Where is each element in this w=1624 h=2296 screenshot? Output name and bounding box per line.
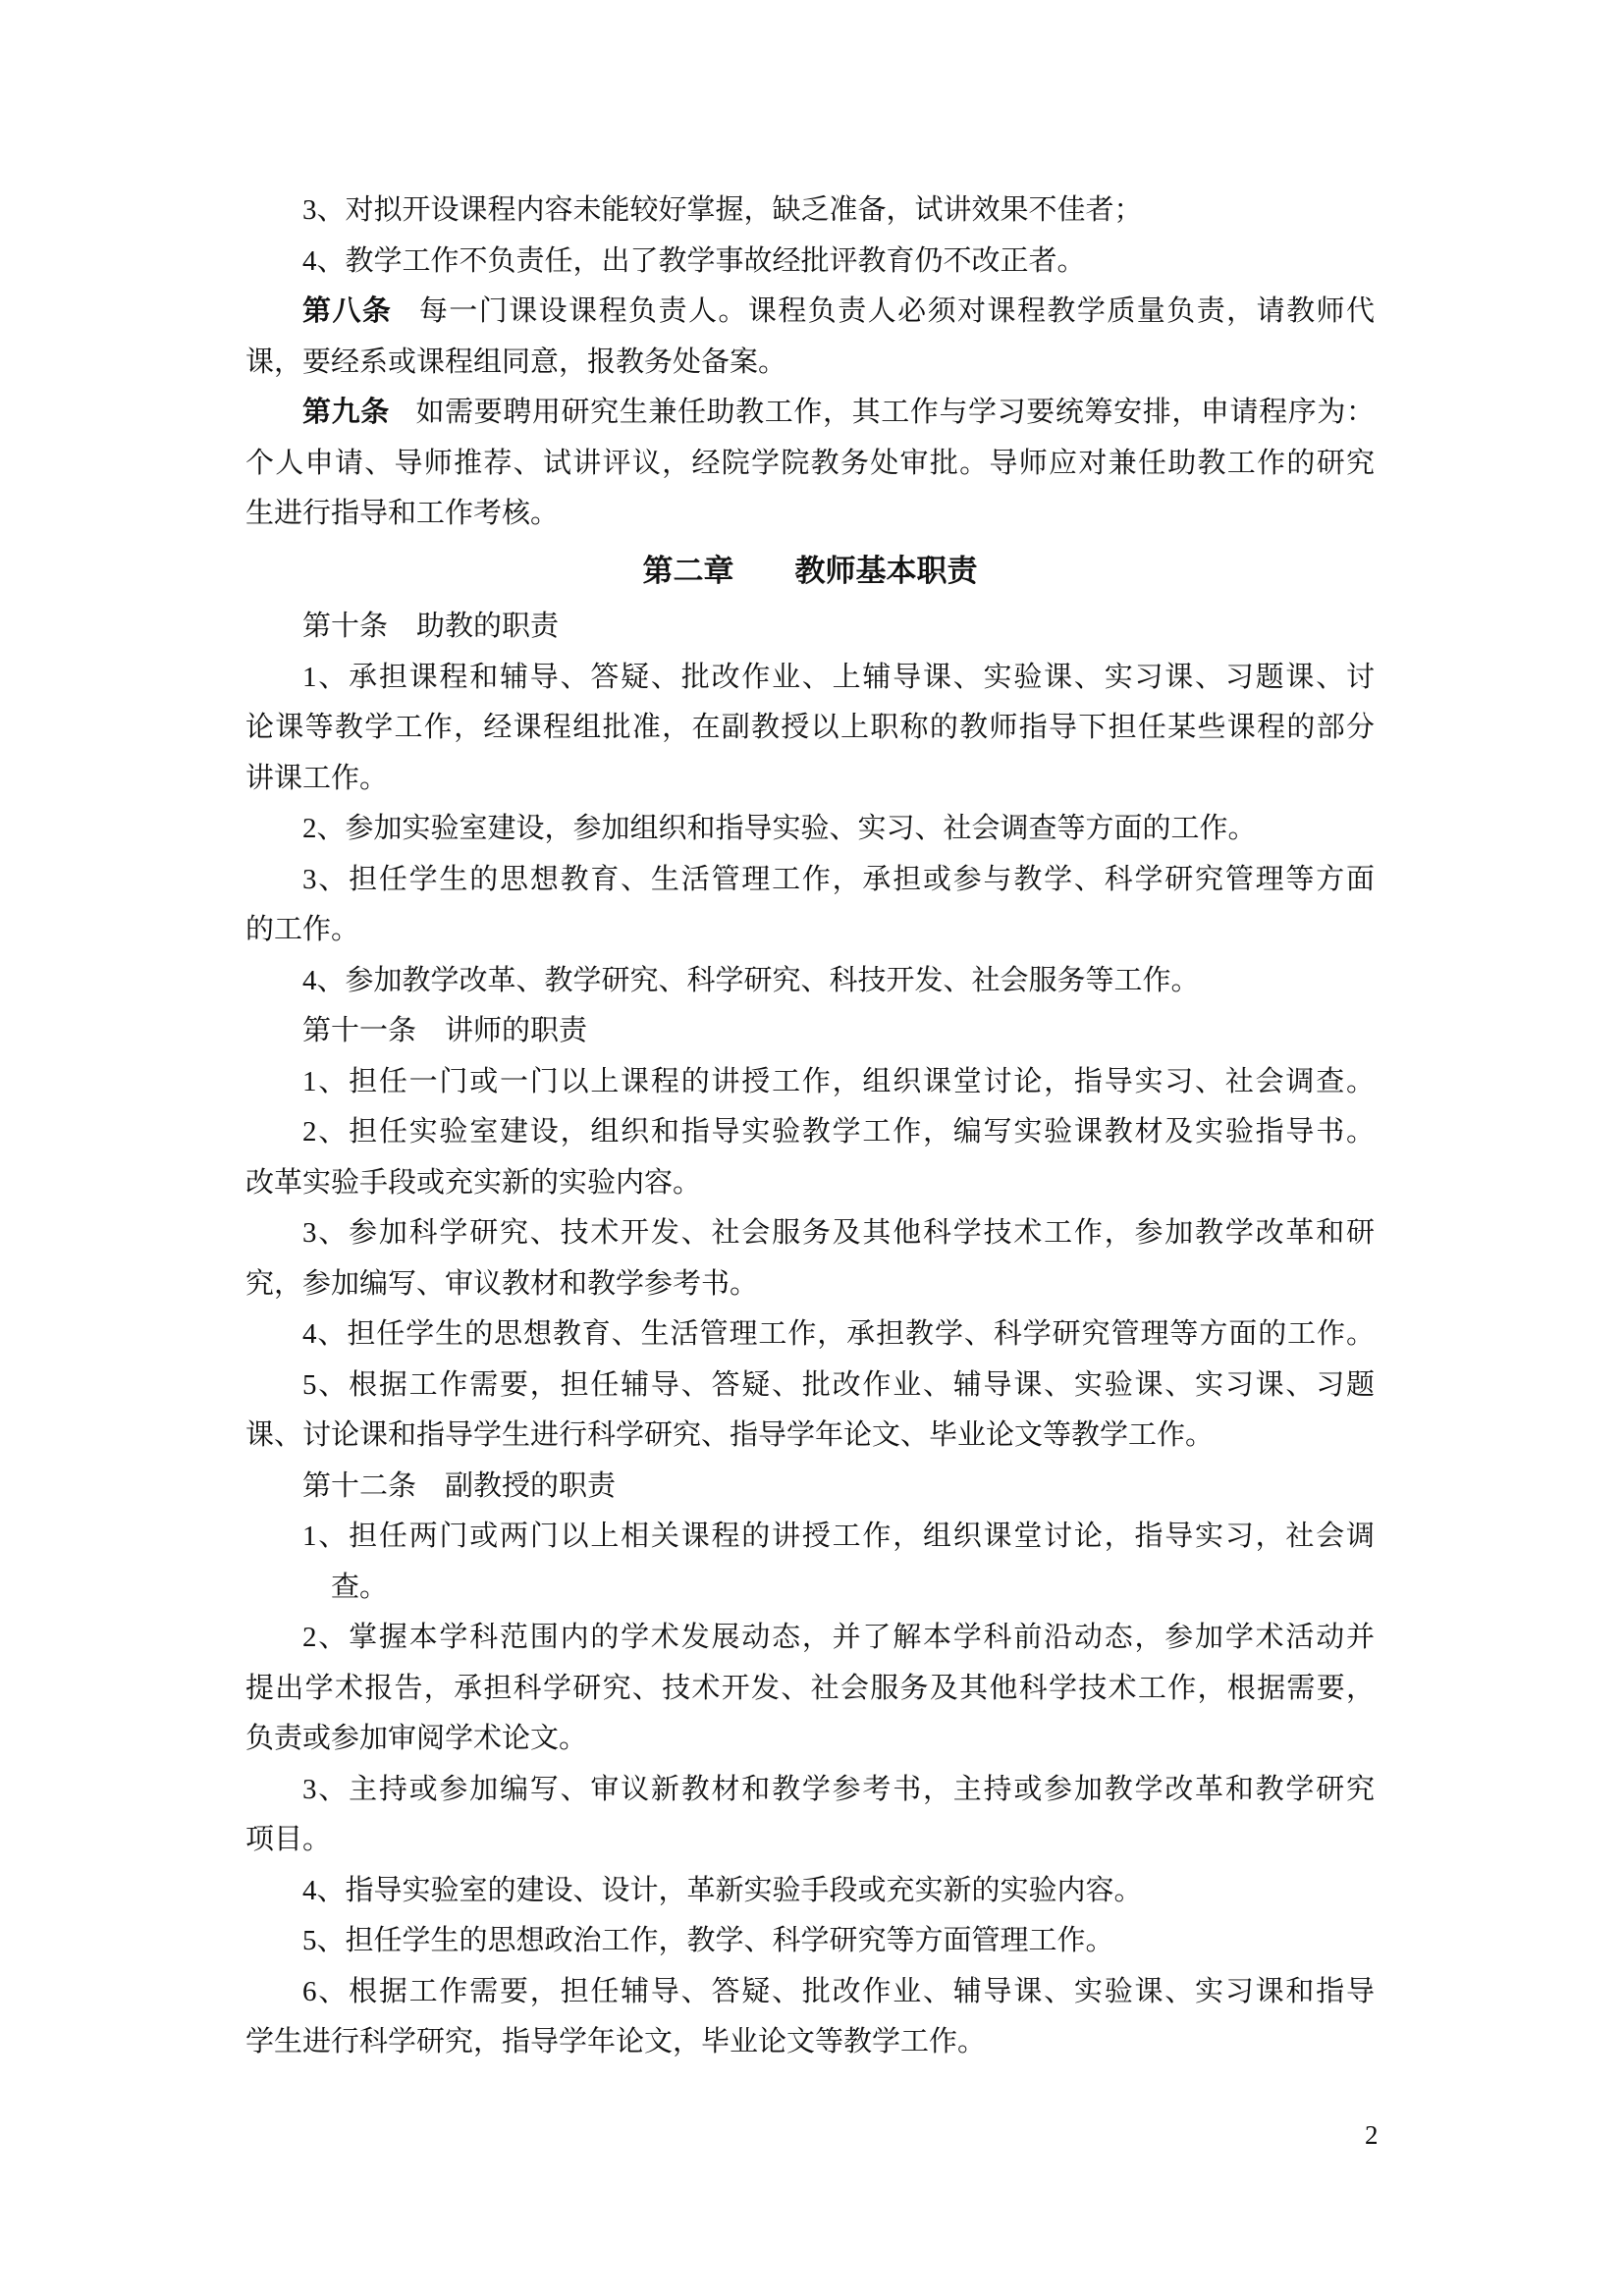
line-text: 查。 [331,1571,389,1603]
line-text: 第十一条 讲师的职责 [302,1015,588,1046]
line-text: 5、担任学生的思想政治工作，教学、科学研究等方面管理工作。 [302,1925,1114,1956]
article-number: 第八条 [302,295,393,327]
text-line [245,905,1375,956]
text-line [245,1967,1375,2018]
line-text: 如需要聘用研究生兼任助教工作，其工作与学习要统筹安排，申请程序为： [414,397,1375,428]
text-line [245,1613,1375,1664]
chapter-heading: 第二章 教师基本职责 [642,553,978,588]
line-text: 1、担任两门或两门以上相关课程的讲授工作，组织课堂讨论，指导实习，社会调 [302,1521,1375,1552]
line-text: 1、承担课程和辅导、答疑、批改作业、上辅导课、实验课、实习课、习题课、讨 [302,661,1375,693]
line-text: 2、参加实验室建设，参加组织和指导实验、实习、社会调查等方面的工作。 [302,813,1257,844]
line-text: 2、掌握本学科范围内的学术发展动态，并了解本学科前沿动态，参加学术活动并 [302,1622,1375,1653]
line-text: 每一门课设课程负责人。课程负责人必须对课程教学质量负责，请教师代 [417,295,1375,327]
text-block [245,186,1375,2068]
line-text: 生进行指导和工作考核。 [245,498,560,529]
text-line [245,1563,1375,1614]
line-text: 4、指导实验室的建设、设计，革新实验手段或充实新的实验内容。 [302,1874,1143,1906]
line-text: 第十二条 副教授的职责 [302,1469,617,1502]
article-line [245,287,1375,338]
line-text: 4、参加教学改革、教学研究、科学研究、科技开发、社会服务等工作。 [302,964,1200,996]
text-line [245,1259,1375,1310]
text-line [245,1107,1375,1158]
text-line [245,1462,1375,1513]
text-line [245,1815,1375,1866]
text-line [245,754,1375,805]
article-number: 第九条 [302,397,390,428]
line-text: 课、讨论课和指导学生进行科学研究、指导学年论文、毕业论文等教学工作。 [245,1419,1215,1451]
line-text: 6、根据工作需要，担任辅导、答疑、批改作业、辅导课、实验课、实习课和指导 [302,1975,1375,2007]
line-text: 课，要经系或课程组同意，报教务处备案。 [245,346,787,378]
line-text: 3、对拟开设课程内容未能较好掌握，缺乏准备，试讲效果不佳者； [302,194,1143,226]
text-line [245,1309,1375,1361]
line-text: 提出学术报告，承担科学研究、技术开发、社会服务及其他科学技术工作，根据需要， [245,1672,1375,1704]
text-line [245,956,1375,1007]
text-line [245,1916,1375,1967]
text-line [245,2017,1375,2068]
line-text: 讲课工作。 [245,762,389,794]
line-text: 5、根据工作需要，担任辅导、答疑、批改作业、辅导课、实验课、实习课、习题 [302,1368,1375,1401]
line-text: 个人申请、导师推荐、试讲评议，经院学院教务处审批。导师应对兼任助教工作的研究 [245,447,1375,479]
line-text: 3、担任学生的思想教育、生活管理工作，承担或参与教学、科学研究管理等方面 [302,863,1375,895]
text-line [245,1057,1375,1108]
text-line [245,1158,1375,1209]
line-text: 负责或参加审阅学术论文。 [245,1723,588,1754]
text-line [245,338,1375,389]
line-text: 究，参加编写、审议教材和教学参考书。 [245,1267,759,1300]
line-text: 论课等教学工作，经课程组批准，在副教授以上职称的教师指导下担任某些课程的部分 [245,712,1375,743]
line-text: 学生进行科学研究，指导学年论文，毕业论文等教学工作。 [245,2026,987,2057]
line-text: 的工作。 [245,914,360,945]
line-text: 项目。 [245,1824,332,1855]
line-text: 3、参加科学研究、技术开发、社会服务及其他科学技术工作，参加教学改革和研 [302,1217,1375,1249]
text-line [245,489,1375,540]
line-text: 2、担任实验室建设，组织和指导实验教学工作，编写实验课教材及实验指导书。 [302,1116,1375,1148]
line-text: 4、担任学生的思想教育、生活管理工作，承担教学、科学研究管理等方面的工作。 [302,1318,1375,1350]
text-line [245,1664,1375,1715]
line-text: 第十条 助教的职责 [302,611,560,642]
text-line [245,439,1375,490]
page-number: 2 [1365,2120,1379,2150]
text-line [245,1208,1375,1259]
text-line [245,703,1375,754]
text-line [245,653,1375,704]
text-line [245,1411,1375,1462]
text-line [245,1512,1375,1563]
text-line [245,1714,1375,1765]
text-line [245,1006,1375,1057]
text-line [245,804,1375,855]
text-line [245,237,1375,288]
line-text: 1、担任一门或一门以上课程的讲授工作，组织课堂讨论，指导实习、社会调查。 [302,1065,1375,1097]
text-line [245,1765,1375,1816]
line-text: 3、主持或参加编写、审议新教材和教学参考书，主持或参加教学改革和教学研究 [302,1773,1375,1805]
line-text: 改革实验手段或充实新的实验内容。 [245,1166,702,1199]
article-line [245,388,1375,439]
text-line [245,1866,1375,1917]
text-line [245,602,1375,653]
text-line [245,855,1375,906]
line-text: 4、教学工作不负责任，出了教学事故经批评教育仍不改正者。 [302,244,1086,277]
text-line [245,1361,1375,1412]
text-line [245,186,1375,237]
